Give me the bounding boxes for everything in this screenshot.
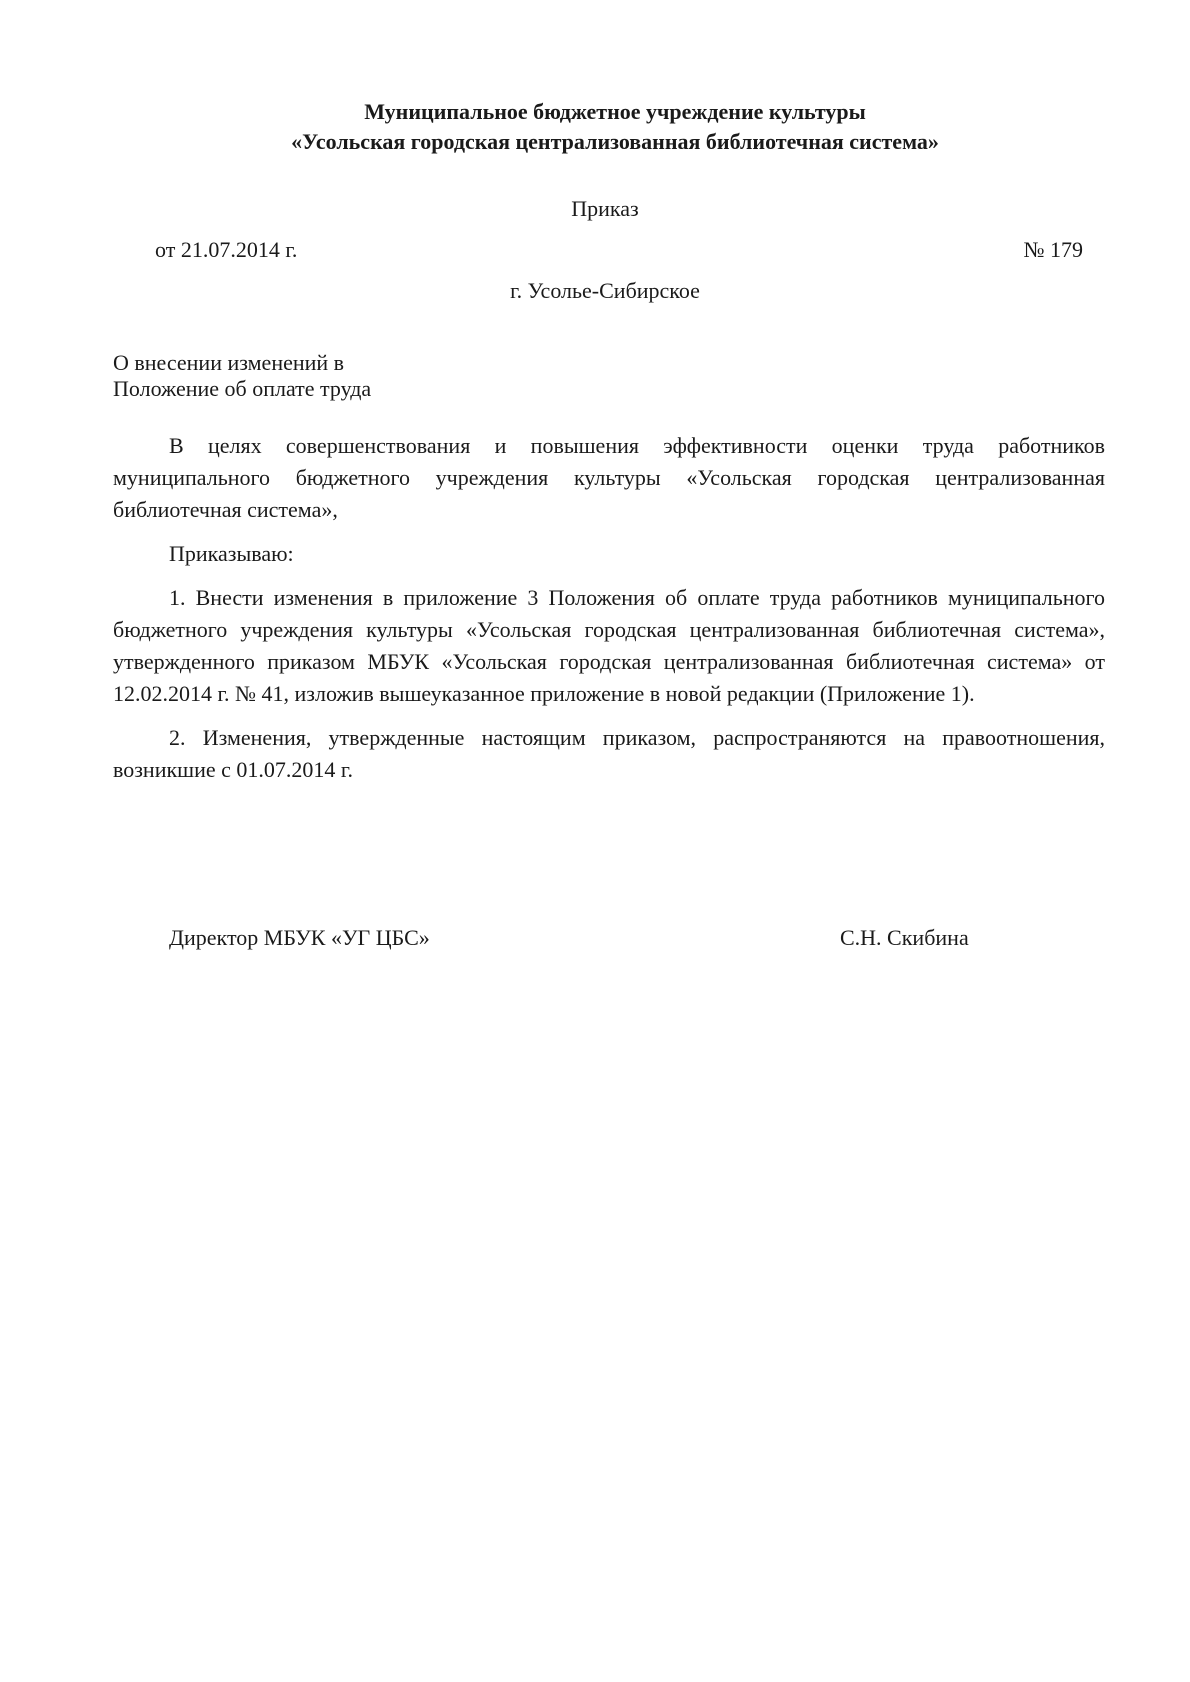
header-line-1: Муниципальное бюджетное учреждение культуры	[364, 99, 866, 124]
organization-header	[0, 97, 1190, 157]
document-date: от 21.07.2014 г.	[155, 237, 298, 262]
document-subject	[113, 350, 371, 402]
order-item-2: 2. Изменения, утвержденные настоящим приказом, распространяются на правоотношения, возникшие с 01.07.2014 г.	[113, 725, 1105, 782]
order-item-1: 1. Внести изменения в приложение 3 Положения об оплате труда работников муниципального бюджетного учреждения культуры «Усольская городская централизованная библиотечная система», утвержденного приказом МБУК «Усольская городская централизованная библиотечная система» от 12.02.2014 г. № 41, изложив вышеуказанное приложение в новой редакции (Приложение 1).	[113, 585, 1105, 706]
header-line-2: «Усольская городская централизованная библиотечная система»	[291, 129, 939, 154]
document-body	[113, 430, 1105, 798]
order-word: Приказываю:	[169, 541, 294, 566]
preamble-paragraph: В целях совершенствования и повышения эффективности оценки труда работников муниципального бюджетного учреждения культуры «Усольская городская централизованная библиотечная система»,	[113, 433, 1105, 522]
document-city: г. Усолье-Сибирское	[510, 278, 700, 303]
subject-line-1: О внесении изменений в	[113, 350, 345, 375]
signatory-name: С.Н. Скибина	[840, 925, 969, 950]
signatory-title: Директор МБУК «УГ ЦБС»	[169, 925, 430, 950]
subject-line-2: Положение об оплате труда	[113, 376, 372, 401]
document-number: № 179	[1023, 237, 1083, 262]
document-type: Приказ	[571, 196, 639, 221]
